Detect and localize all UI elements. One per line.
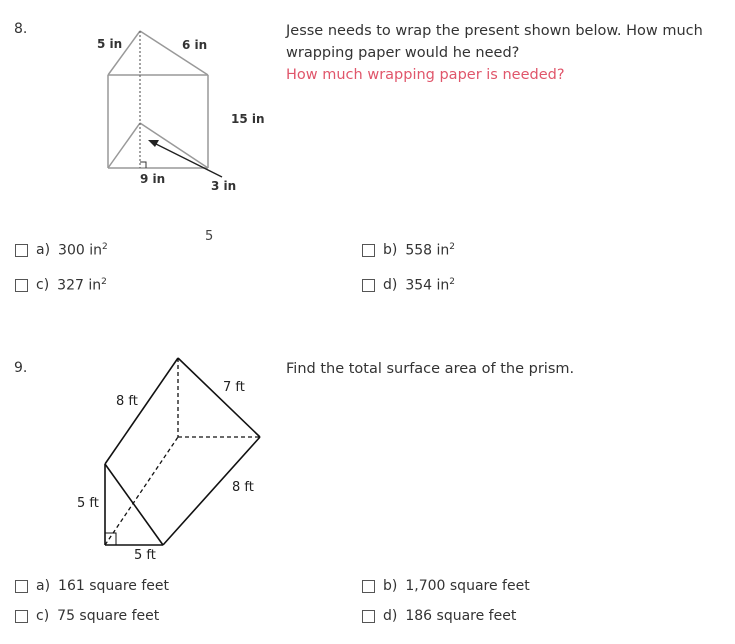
question-9-prompt: Find the total surface area of the prism. bbox=[286, 361, 575, 377]
checkbox[interactable] bbox=[362, 580, 375, 593]
choice-letter: b) bbox=[383, 242, 398, 259]
choice-letter: b) bbox=[383, 578, 398, 594]
q9-choice-a[interactable] bbox=[15, 578, 169, 594]
q9-choice-c[interactable] bbox=[15, 608, 159, 624]
label-8ft-length: 8 ft bbox=[116, 394, 138, 409]
checkbox[interactable] bbox=[362, 244, 375, 257]
choice-letter: d) bbox=[383, 608, 398, 624]
question-8-hint: How much wrapping paper is needed? bbox=[286, 67, 565, 83]
choice-letter: c) bbox=[36, 277, 50, 294]
q8-choice-d[interactable] bbox=[362, 277, 455, 294]
choice-value: 354 $in^2$ bbox=[405, 277, 456, 294]
label-7ft: 7 ft bbox=[223, 380, 245, 395]
checkbox[interactable] bbox=[15, 610, 28, 623]
choice-letter: a) bbox=[36, 578, 51, 594]
question-9-number: 9. bbox=[14, 360, 28, 376]
label-9in: 9 in bbox=[140, 172, 166, 186]
q8-choice-c[interactable] bbox=[15, 277, 107, 294]
choice-value: 558 $in^2$ bbox=[405, 242, 456, 259]
choice-value: 1,700 square feet bbox=[405, 578, 530, 594]
q8-choice-a[interactable] bbox=[15, 242, 108, 259]
label-5in: 5 in bbox=[97, 37, 123, 51]
label-3in: 3 in bbox=[211, 179, 237, 193]
choice-letter: a) bbox=[36, 242, 51, 259]
choice-value: 300 $in^2$ bbox=[58, 242, 108, 259]
choice-value: 186 square feet bbox=[405, 608, 517, 624]
choice-letter: c) bbox=[36, 608, 50, 624]
label-15in: 15 in bbox=[231, 112, 265, 126]
label-5ft-height: 5 ft bbox=[77, 496, 99, 511]
triangular-prism-figure-q9 bbox=[95, 350, 275, 550]
checkbox[interactable] bbox=[15, 279, 28, 292]
label-8ft-hyp: 8 ft bbox=[232, 480, 254, 495]
stray-label: 5 bbox=[205, 229, 214, 244]
q9-choice-b[interactable] bbox=[362, 578, 530, 594]
question-8-number: 8. bbox=[14, 21, 28, 37]
checkbox[interactable] bbox=[362, 610, 375, 623]
choice-value: 75 square feet bbox=[57, 608, 160, 624]
checkbox[interactable] bbox=[15, 580, 28, 593]
q8-choice-b[interactable] bbox=[362, 242, 455, 259]
label-6in: 6 in bbox=[182, 38, 208, 52]
checkbox[interactable] bbox=[362, 279, 375, 292]
label-5ft-base: 5 ft bbox=[134, 548, 156, 563]
choice-value: 327 $in^2$ bbox=[57, 277, 107, 294]
question-8-prompt bbox=[286, 20, 726, 86]
question-8-text: Jesse needs to wrap the present shown below. How much wrapping paper would he need? bbox=[286, 23, 703, 61]
choice-letter: d) bbox=[383, 277, 398, 294]
q9-choice-d[interactable] bbox=[362, 608, 516, 624]
choice-value: 161 square feet bbox=[58, 578, 170, 594]
checkbox[interactable] bbox=[15, 244, 28, 257]
